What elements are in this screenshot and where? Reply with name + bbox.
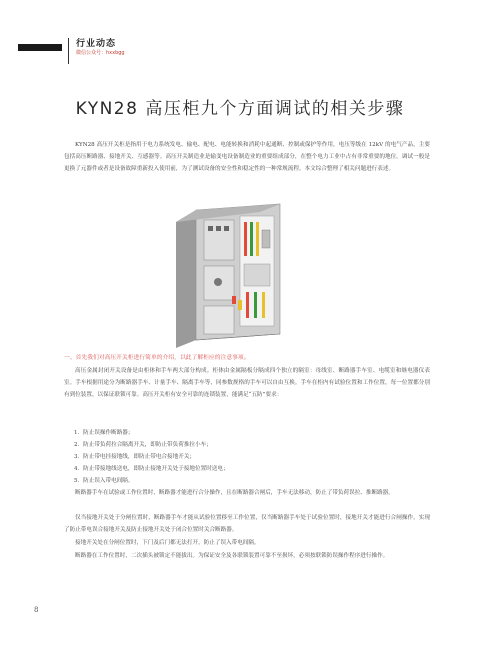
page-number: 8 [34,606,39,614]
body-paragraph-1: 高压金属封闭开关设备是由柜体和手车两大部分构成。柜体由金属隔板分隔成四个独立的隔室：母线室、断路器手车室、电缆室和继电器仪表室。手车根据用途分为断路器手车、计量手车、隔离手车等，同参数规格的手车可以自由互换。手车在柜内有试验位置和工作位置，每一位置都分别有到位装置，以保证联锁可靠。高压开关柜有安全可靠的连锁装置，能满足“五防”要求： [64,368,430,398]
body-paragraph-2: 断路器手车在试验或工作位置时，断路器才能进行合分操作，且在断路器合闸后，手车无法移动，防止了带负荷误拉、推断路器。 [75,490,394,496]
figure-caption: 一、首先我们对高压开关柜进行简单的介绍，以此了解柜应的注意事项。 [64,355,250,361]
section-subtitle: 微信公众号：hxxbgg [76,50,125,56]
header-divider [68,38,69,64]
list-item: 1．防止误操作断路器； [74,430,134,436]
intro-paragraph: KYN28 高压开关柜是指用于电力系统发电、输电、配电、电能转换和消耗中起通断、控制或保护等作用，电压等级在 12kV 的电气产品，主要包括高压断路器、接地开关、互感器等。高压开关制造业是输变电设备制造业的重要组成部分，在整个电力工业中占有非常重要的地位。调试一般是更换了元器件或者是设备故障重新投入使用前，为了测试设备的安全性和稳定性的一种常规流程。本文综合整理了相关问题进行表述。 [64,142,430,172]
article-title: KYN28 高压柜九个方面调试的相关步骤 [75,99,405,119]
section-title: 行业动态 [76,39,117,49]
list-item: 3．防止带电挂接地线，即防止带电合接地开关； [74,454,196,460]
list-item: 4．防止带接地线送电，即防止接地开关处于接地位置时送电； [74,466,229,472]
list-item: 5．防止误入带电间隔。 [74,478,134,484]
body-paragraph-4: 接地开关处在分闸位置时，下门及后门都无法打开，防止了误入带电间隔。 [75,540,260,546]
body-paragraph-5: 断路器在工作位置时，二次插头被锁定不能拔出。为保证安全及各联锁装置可靠不至损坏，必须按联锁防误操作程序进行操作。 [75,553,389,559]
header-bar [18,44,62,51]
body-paragraph-3: 仅当接地开关处于分闸位置时，断路器手车才能从试验位置移至工作位置，仅当断路器手车处于试验位置时，接地开关才能进行合闸操作，实现了防止带电误合接地开关及防止接地开关处于闭合位置时关合断路器。 [64,515,430,533]
list-item: 2．防止带负荷拉合隔离开关，即防止带负荷推拉小车； [74,442,212,448]
switchgear-cabinet-image [168,200,304,350]
